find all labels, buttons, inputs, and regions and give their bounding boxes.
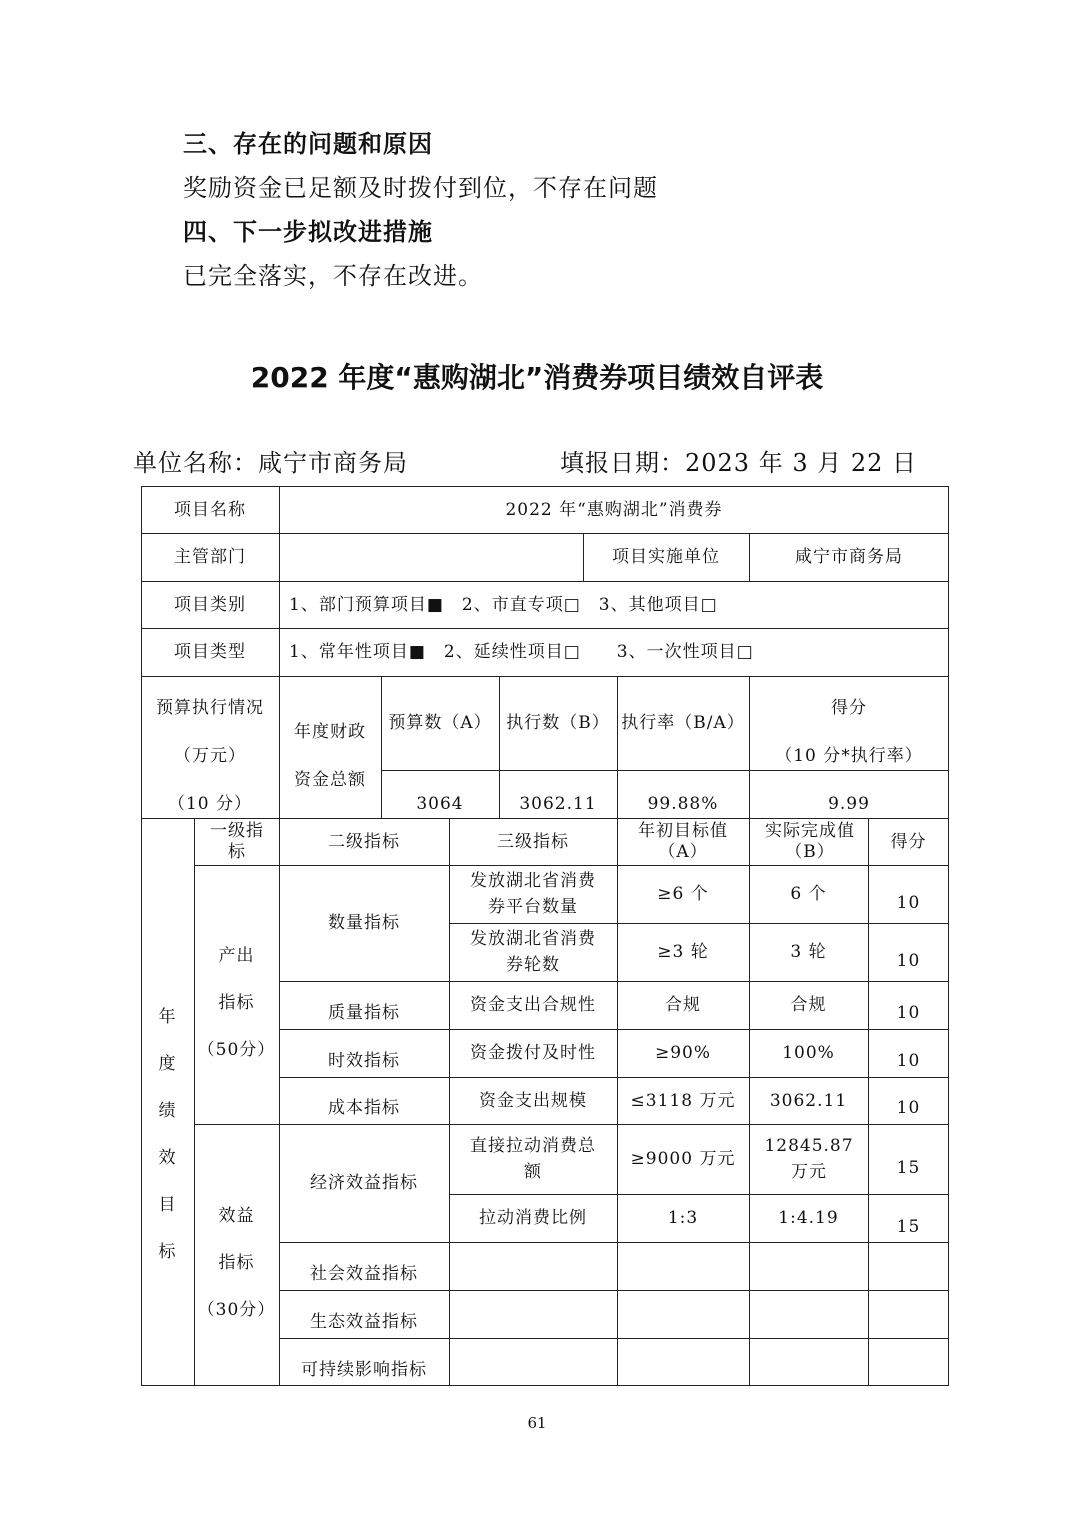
row-actual: 合规 — [790, 995, 827, 1015]
category-label: 项目类别 — [174, 595, 246, 615]
budget-a-value: 3064 — [416, 794, 464, 814]
output-label: 指标 — [218, 993, 255, 1013]
score-label-1: 得分 — [831, 698, 867, 718]
output-label: 产出 — [218, 946, 255, 966]
rate-value: 99.88% — [647, 794, 719, 814]
row-l3: 发放湖北省消费券轮数 — [470, 929, 596, 975]
benefit-label: （30分） — [197, 1300, 276, 1320]
benefit-label: 效益 — [218, 1206, 255, 1226]
dept-label: 主管部门 — [174, 547, 246, 567]
section-4-text: 已完全落实，不存在改进。 — [183, 262, 483, 290]
type-value: 1、常年性项目■ 2、延续性项目□ 3、一次性项目□ — [289, 642, 754, 662]
exec-b-value: 3062.11 — [519, 794, 597, 814]
budget-label-2: （万元） — [174, 746, 246, 766]
row-actual: 100% — [782, 1043, 835, 1063]
row-actual: 12845.87 万元 — [764, 1136, 854, 1182]
section-4-heading: 四、下一步拟改进措施 — [183, 217, 433, 246]
header-actual: 实际完成值（B） — [765, 820, 855, 862]
row-target: ≥6 个 — [657, 884, 709, 904]
side-label-char: 目 — [158, 1195, 177, 1215]
row-target: 合规 — [665, 995, 701, 1015]
row-target: ≥90% — [654, 1043, 712, 1063]
row-l3: 资金拨付及时性 — [470, 1043, 596, 1063]
impl-label: 项目实施单位 — [612, 547, 720, 567]
row-actual: 6 个 — [790, 884, 827, 904]
row-l3: 直接拉动消费总额 — [470, 1136, 596, 1182]
output-label: （50分） — [197, 1040, 276, 1060]
type-label: 项目类型 — [174, 642, 246, 662]
project-name-label: 项目名称 — [174, 500, 246, 520]
category-value: 1、部门预算项目■ 2、市直专项□ 3、其他项目□ — [289, 595, 718, 615]
page-title: 2022 年度“惠购湖北”消费券项目绩效自评表 — [250, 361, 824, 394]
header-target: 年初目标值（A） — [638, 820, 728, 862]
page-number: 61 — [527, 1414, 547, 1432]
row-l3: 资金支出规模 — [479, 1090, 587, 1111]
score-value: 9.99 — [828, 794, 870, 814]
row-actual: 3062.11 — [769, 1090, 848, 1111]
row-score: 15 — [896, 1158, 921, 1178]
score-label-2: （10 分*执行率） — [775, 746, 923, 766]
budget-label-3: （10 分） — [167, 794, 253, 814]
quantity-indicator: 数量指标 — [328, 913, 400, 933]
ecological-indicator: 生态效益指标 — [310, 1311, 418, 1332]
fund-label-1: 年度财政 — [294, 722, 366, 742]
row-score: 10 — [896, 1051, 921, 1071]
row-l3: 发放湖北省消费券平台数量 — [470, 871, 596, 917]
budget-a-label: 预算数（A） — [388, 713, 492, 733]
side-label-char: 标 — [158, 1242, 177, 1262]
fill-date: 填报日期：2023 年 3 月 22 日 — [560, 449, 918, 477]
row-score: 10 — [896, 951, 921, 971]
row-l3: 资金支出合规性 — [470, 995, 596, 1015]
side-label-char: 年 — [158, 1007, 177, 1027]
row-score: 10 — [896, 1098, 921, 1118]
timeliness-indicator: 时效指标 — [328, 1050, 400, 1071]
rate-label: 执行率（B/A） — [621, 713, 745, 733]
row-actual: 1:4.19 — [778, 1208, 839, 1228]
cost-indicator: 成本指标 — [328, 1097, 400, 1118]
side-label-char: 绩 — [158, 1101, 177, 1121]
budget-label-1: 预算执行情况 — [156, 698, 264, 718]
social-indicator: 社会效益指标 — [310, 1263, 418, 1284]
header-level3: 三级指标 — [497, 831, 569, 852]
benefit-label: 指标 — [218, 1253, 255, 1273]
row-score: 10 — [896, 893, 921, 913]
row-actual: 3 轮 — [790, 942, 827, 962]
row-score: 10 — [896, 1003, 921, 1023]
header-level1: 一级指标 — [210, 820, 264, 862]
row-target: ≥3 轮 — [657, 942, 709, 962]
dept-value — [279, 533, 583, 581]
section-3-heading: 三、存在的问题和原因 — [183, 129, 433, 158]
side-label-char: 度 — [158, 1054, 177, 1074]
row-l3: 拉动消费比例 — [479, 1208, 587, 1228]
unit-name: 单位名称：咸宁市商务局 — [133, 449, 408, 477]
row-target: ≤3118 万元 — [630, 1090, 736, 1111]
project-name-value: 2022 年“惠购湖北”消费券 — [505, 500, 723, 520]
header-level2: 二级指标 — [328, 831, 400, 852]
quality-indicator: 质量指标 — [328, 1002, 400, 1023]
fund-label-2: 资金总额 — [294, 770, 366, 790]
row-target: ≥9000 万元 — [630, 1149, 736, 1169]
impl-value: 咸宁市商务局 — [795, 547, 903, 567]
side-label-char: 效 — [158, 1148, 177, 1168]
exec-b-label: 执行数（B） — [506, 713, 610, 733]
row-score: 15 — [896, 1217, 921, 1237]
economic-indicator: 经济效益指标 — [310, 1173, 418, 1193]
sustainable-indicator: 可持续影响指标 — [301, 1359, 427, 1380]
section-3-text: 奖励资金已足额及时拨付到位，不存在问题 — [183, 174, 658, 202]
row-target: 1:3 — [667, 1208, 699, 1228]
header-score: 得分 — [890, 831, 927, 852]
